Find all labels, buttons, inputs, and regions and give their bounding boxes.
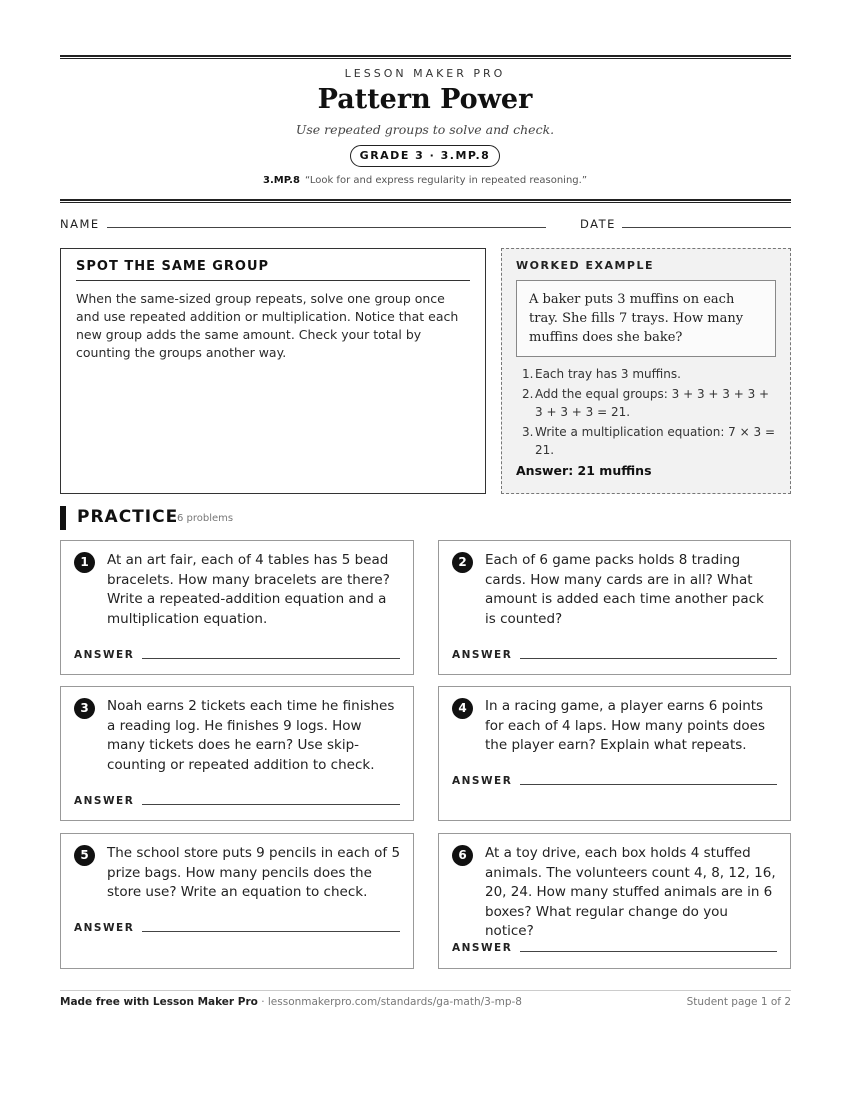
problem-number-badge: 6: [452, 845, 473, 866]
footer-rule: [60, 990, 791, 991]
worked-example-step: 3. Write a multiplication equation: 7 × 3 = 21.: [522, 425, 775, 457]
footer-page-number: Student page 1 of 2: [686, 996, 791, 1008]
problem-number-badge: 1: [74, 552, 95, 573]
answer-line[interactable]: [520, 784, 777, 785]
worked-example-step: 2. Add the equal groups: 3 + 3 + 3 + 3 + 3 + 3 + 3 = 21.: [522, 387, 770, 419]
answer-line[interactable]: [520, 658, 777, 659]
brand-label: LESSON MAKER PRO: [344, 67, 506, 80]
problem-number-badge: 3: [74, 698, 95, 719]
worked-example-step: 1. Each tray has 3 muffins.: [522, 367, 681, 381]
intro-text: When the same-sized group repeats, solve one group once and use repeated addition or multiplication. Notice that each new group adds the same amount. Check your total by counting the groups another way.: [76, 291, 459, 360]
answer-label: ANSWER: [74, 795, 135, 807]
page-title: Pattern Power: [317, 84, 533, 115]
answer-label: ANSWER: [452, 942, 513, 954]
problem-text: The school store puts 9 pencils in each of 5 prize bags. How many pencils does the store use? Write an equation to check.: [107, 845, 401, 900]
answer-line[interactable]: [142, 931, 400, 932]
standard-text: “Look for and express regularity in repeated reasoning.”: [304, 175, 588, 186]
intro-heading: SPOT THE SAME GROUP: [76, 259, 470, 281]
answer-row: [74, 649, 400, 661]
answer-line[interactable]: [520, 951, 777, 952]
problem-card-3: [60, 686, 414, 821]
header-bottom-rule: [60, 199, 791, 203]
problem-number-badge: 5: [74, 845, 95, 866]
problem-text: Noah earns 2 tickets each time he finishes a reading log. He finishes 9 logs. How many tickets does he earn? Use skip-counting or repeated addition to check.: [107, 698, 395, 773]
worked-example-answer: Answer: 21 muffins: [516, 463, 652, 478]
worked-example-heading: WORKED EXAMPLE: [516, 259, 654, 272]
worked-example-problem: A baker puts 3 muffins on each tray. She fills 7 trays. How many muffins does she bake?: [516, 280, 776, 357]
name-field-line[interactable]: [107, 227, 546, 228]
intro-box: [60, 248, 486, 494]
worked-example-box: [501, 248, 791, 494]
answer-line[interactable]: [142, 658, 400, 659]
answer-label: ANSWER: [452, 775, 513, 787]
problem-card-4: [438, 686, 791, 821]
answer-row: [452, 942, 777, 954]
problem-card-1: [60, 540, 414, 675]
practice-count: 6 problems: [177, 513, 234, 524]
name-label: NAME: [60, 217, 100, 231]
problem-text: Each of 6 game packs holds 8 trading cards. How many cards are in all? What amount is added each time another pack is counted?: [485, 552, 764, 627]
answer-row: [74, 795, 400, 807]
practice-title: PRACTICE: [77, 507, 179, 527]
answer-label: ANSWER: [74, 649, 135, 661]
answer-row: [452, 649, 777, 661]
practice-accent-bar: [60, 506, 66, 530]
problem-card-5: [60, 833, 414, 969]
answer-label: ANSWER: [452, 649, 513, 661]
problem-text: At an art fair, each of 4 tables has 5 bead bracelets. How many bracelets are there? Write a repeated-addition equation and a multiplication equation.: [107, 552, 390, 627]
answer-row: [452, 775, 777, 787]
footer-separator: ·: [257, 996, 268, 1008]
answer-label: ANSWER: [74, 922, 135, 934]
grade-badge: GRADE 3 · 3.MP.8: [350, 145, 500, 167]
worked-example-steps: [516, 365, 776, 459]
date-label: DATE: [580, 217, 616, 231]
footer-credit: [60, 996, 522, 1008]
footer-brand: Made free with Lesson Maker Pro: [60, 996, 258, 1008]
problem-number-badge: 2: [452, 552, 473, 573]
problem-card-2: [438, 540, 791, 675]
footer-url[interactable]: lessonmakerpro.com/standards/ga-math/3-mp-8: [267, 996, 522, 1008]
problem-text: At a toy drive, each box holds 4 stuffed animals. The volunteers count 4, 8, 12, 16, 20, 24. How many stuffed animals are in 6 boxes? What regular change do you notice?: [485, 845, 776, 939]
answer-row: [74, 922, 400, 934]
answer-line[interactable]: [142, 804, 400, 805]
problem-card-6: [438, 833, 791, 969]
problem-number-badge: 4: [452, 698, 473, 719]
header-top-rule: [60, 55, 791, 59]
standard-line: [0, 175, 850, 186]
standard-code: 3.MP.8: [262, 175, 300, 186]
page-subtitle: Use repeated groups to solve and check.: [295, 122, 555, 137]
date-field-line[interactable]: [622, 227, 791, 228]
problem-text: In a racing game, a player earns 6 points for each of 4 laps. How many points does the player earn? Explain what repeats.: [485, 698, 766, 753]
